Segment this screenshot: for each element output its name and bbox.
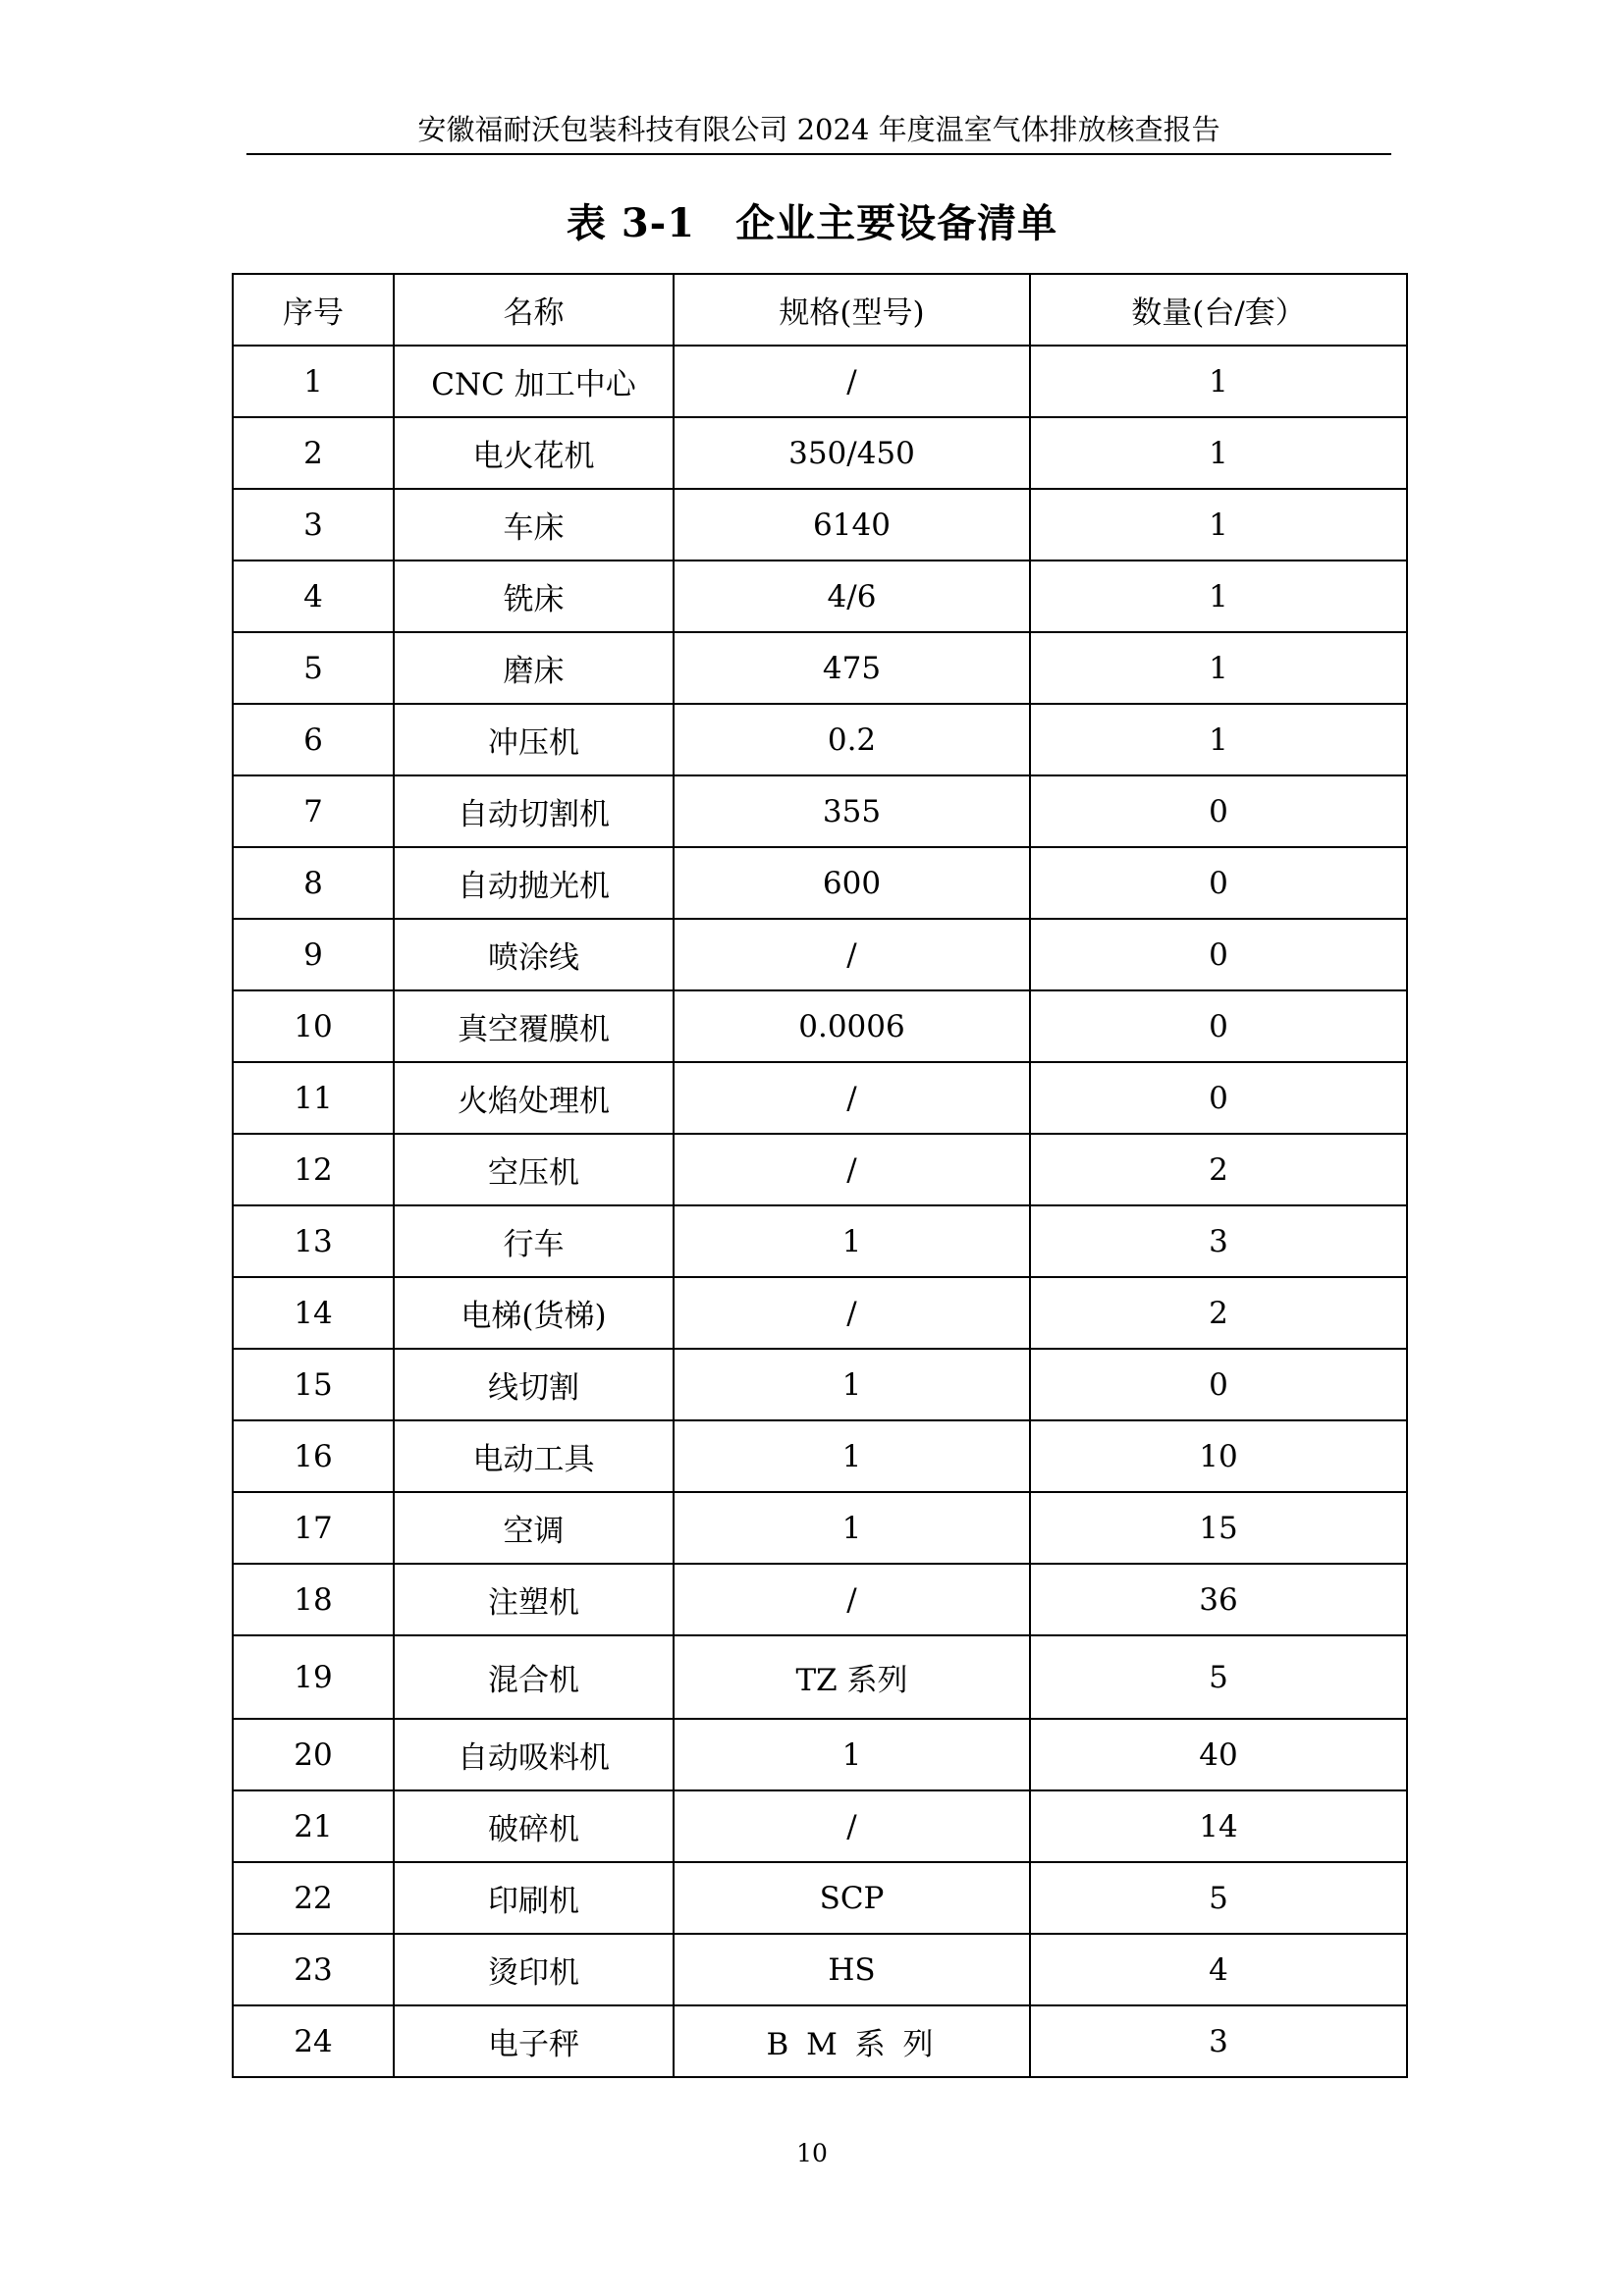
cell-no: 1	[233, 346, 394, 417]
cell-name: 空调	[394, 1492, 674, 1564]
cell-qty: 0	[1030, 1349, 1407, 1420]
cell-spec: TZ 系列	[674, 1635, 1030, 1719]
table-row	[233, 632, 1407, 704]
cell-no: 10	[233, 990, 394, 1062]
cell-no: 14	[233, 1277, 394, 1349]
table-title: 表 3-1 企业主要设备清单	[566, 200, 1058, 246]
table-row	[233, 346, 1407, 417]
table-row	[233, 1420, 1407, 1492]
cell-name: 自动切割机	[394, 775, 674, 847]
cell-qty: 1	[1030, 346, 1407, 417]
column-header-qty: 数量(台/套）	[1030, 274, 1407, 346]
cell-name: 混合机	[394, 1635, 674, 1719]
cell-qty: 4	[1030, 1934, 1407, 2005]
table-row	[233, 919, 1407, 990]
cell-spec: /	[674, 1134, 1030, 1205]
cell-no: 15	[233, 1349, 394, 1420]
cell-qty: 3	[1030, 1205, 1407, 1277]
cell-no: 24	[233, 2005, 394, 2077]
cell-qty: 36	[1030, 1564, 1407, 1635]
table-row	[233, 417, 1407, 489]
table-body	[233, 346, 1407, 2077]
cell-name: 电火花机	[394, 417, 674, 489]
cell-qty: 0	[1030, 1062, 1407, 1134]
cell-spec: /	[674, 1790, 1030, 1862]
table-header-row	[233, 274, 1407, 346]
cell-name: 印刷机	[394, 1862, 674, 1934]
page-number: 10	[796, 2139, 828, 2167]
table-row	[233, 775, 1407, 847]
cell-qty: 2	[1030, 1277, 1407, 1349]
cell-no: 9	[233, 919, 394, 990]
cell-spec: 1	[674, 1719, 1030, 1790]
cell-qty: 0	[1030, 919, 1407, 990]
cell-qty: 1	[1030, 489, 1407, 561]
table-row	[233, 1862, 1407, 1934]
cell-spec: 1	[674, 1492, 1030, 1564]
cell-no: 3	[233, 489, 394, 561]
cell-qty: 0	[1030, 990, 1407, 1062]
cell-spec: 1	[674, 1420, 1030, 1492]
cell-name: 冲压机	[394, 704, 674, 775]
column-header-spec: 规格(型号)	[674, 274, 1030, 346]
cell-spec: HS	[674, 1934, 1030, 2005]
table-row	[233, 1277, 1407, 1349]
cell-no: 6	[233, 704, 394, 775]
cell-qty: 2	[1030, 1134, 1407, 1205]
cell-name: 电动工具	[394, 1420, 674, 1492]
cell-name: 线切割	[394, 1349, 674, 1420]
cell-no: 22	[233, 1862, 394, 1934]
cell-no: 4	[233, 561, 394, 632]
table-row	[233, 1492, 1407, 1564]
cell-name: 磨床	[394, 632, 674, 704]
cell-name: 注塑机	[394, 1564, 674, 1635]
cell-spec: B M 系 列	[674, 2005, 1030, 2077]
header-divider	[246, 153, 1391, 155]
table-row	[233, 990, 1407, 1062]
cell-qty: 0	[1030, 847, 1407, 919]
cell-spec: 6140	[674, 489, 1030, 561]
table-row	[233, 1564, 1407, 1635]
table-row	[233, 1134, 1407, 1205]
table-row	[233, 1205, 1407, 1277]
cell-spec: 4/6	[674, 561, 1030, 632]
cell-spec: 1	[674, 1205, 1030, 1277]
cell-name: 烫印机	[394, 1934, 674, 2005]
cell-spec: 350/450	[674, 417, 1030, 489]
cell-qty: 1	[1030, 561, 1407, 632]
cell-spec: SCP	[674, 1862, 1030, 1934]
cell-name: 电子秤	[394, 2005, 674, 2077]
cell-no: 20	[233, 1719, 394, 1790]
cell-spec: /	[674, 919, 1030, 990]
table-row	[233, 1062, 1407, 1134]
cell-spec: 600	[674, 847, 1030, 919]
cell-qty: 40	[1030, 1719, 1407, 1790]
cell-no: 23	[233, 1934, 394, 2005]
cell-no: 21	[233, 1790, 394, 1862]
cell-name: 电梯(货梯)	[394, 1277, 674, 1349]
cell-name: CNC 加工中心	[394, 346, 674, 417]
table-row	[233, 489, 1407, 561]
cell-no: 13	[233, 1205, 394, 1277]
cell-name: 行车	[394, 1205, 674, 1277]
cell-name: 铣床	[394, 561, 674, 632]
cell-spec: 1	[674, 1349, 1030, 1420]
cell-name: 车床	[394, 489, 674, 561]
cell-qty: 1	[1030, 704, 1407, 775]
cell-spec: /	[674, 346, 1030, 417]
table-row	[233, 2005, 1407, 2077]
cell-name: 自动吸料机	[394, 1719, 674, 1790]
cell-no: 2	[233, 417, 394, 489]
cell-qty: 3	[1030, 2005, 1407, 2077]
cell-name: 自动抛光机	[394, 847, 674, 919]
equipment-table	[232, 273, 1408, 2078]
cell-spec: /	[674, 1277, 1030, 1349]
cell-no: 18	[233, 1564, 394, 1635]
cell-spec: 475	[674, 632, 1030, 704]
cell-qty: 5	[1030, 1635, 1407, 1719]
table-row	[233, 1790, 1407, 1862]
table-row	[233, 1934, 1407, 2005]
cell-no: 17	[233, 1492, 394, 1564]
cell-spec: /	[674, 1564, 1030, 1635]
table-row	[233, 561, 1407, 632]
cell-name: 空压机	[394, 1134, 674, 1205]
table-row	[233, 1719, 1407, 1790]
cell-spec: /	[674, 1062, 1030, 1134]
cell-qty: 14	[1030, 1790, 1407, 1862]
cell-no: 12	[233, 1134, 394, 1205]
cell-no: 8	[233, 847, 394, 919]
cell-spec: 0.2	[674, 704, 1030, 775]
table-row	[233, 1349, 1407, 1420]
cell-qty: 1	[1030, 632, 1407, 704]
cell-no: 11	[233, 1062, 394, 1134]
report-header: 安徽福耐沃包装科技有限公司 2024 年度温室气体排放核查报告	[417, 113, 1220, 146]
cell-spec: 0.0006	[674, 990, 1030, 1062]
cell-qty: 10	[1030, 1420, 1407, 1492]
cell-qty: 1	[1030, 417, 1407, 489]
table-row	[233, 847, 1407, 919]
table-row	[233, 1635, 1407, 1719]
cell-no: 16	[233, 1420, 394, 1492]
cell-name: 真空覆膜机	[394, 990, 674, 1062]
cell-no: 19	[233, 1635, 394, 1719]
cell-no: 7	[233, 775, 394, 847]
cell-name: 破碎机	[394, 1790, 674, 1862]
cell-qty: 5	[1030, 1862, 1407, 1934]
cell-name: 喷涂线	[394, 919, 674, 990]
cell-spec: 355	[674, 775, 1030, 847]
column-header-name: 名称	[394, 274, 674, 346]
table-row	[233, 704, 1407, 775]
cell-qty: 15	[1030, 1492, 1407, 1564]
column-header-no: 序号	[233, 274, 394, 346]
cell-no: 5	[233, 632, 394, 704]
cell-name: 火焰处理机	[394, 1062, 674, 1134]
cell-qty: 0	[1030, 775, 1407, 847]
